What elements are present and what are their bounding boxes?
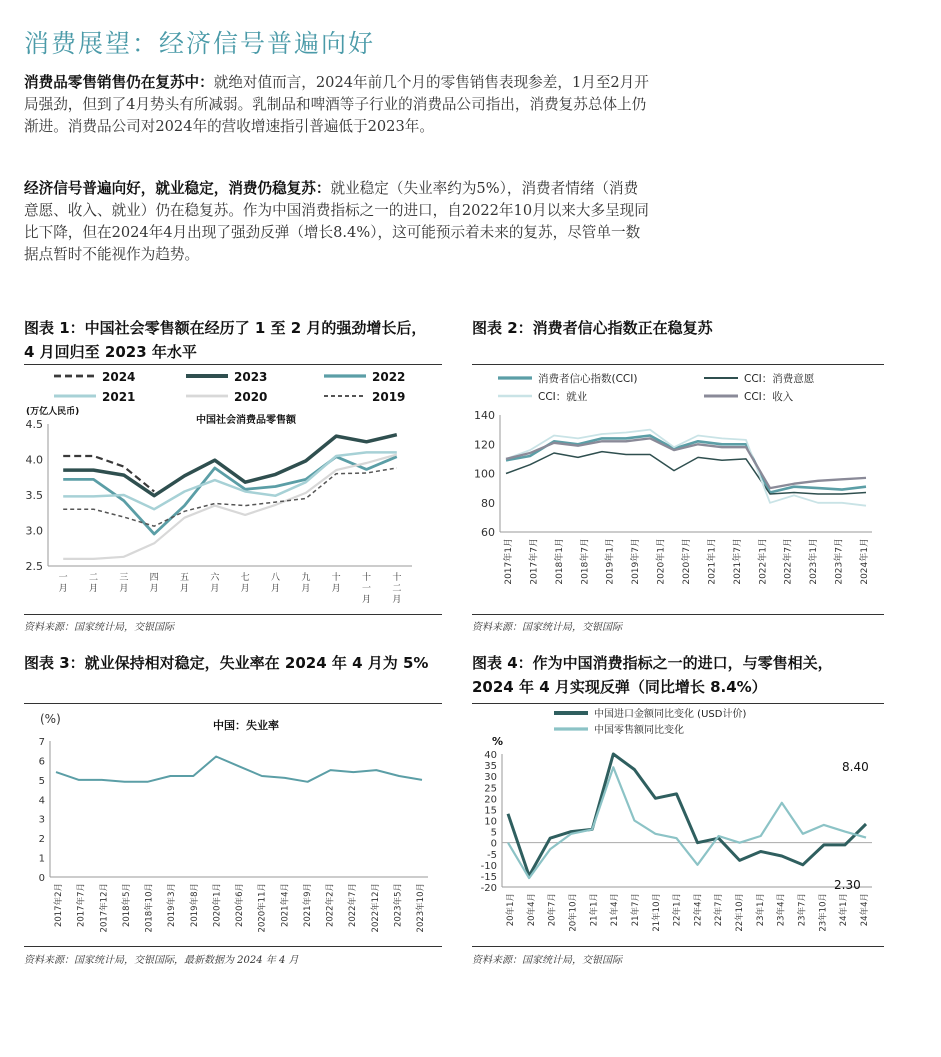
page-title: 消费展望：经济信号普遍向好 xyxy=(24,29,376,58)
figure-1-source: 资料来源：国家统计局，交银国际 xyxy=(24,622,174,633)
legend-label: 2021 xyxy=(102,390,136,404)
x-tick-label: 2019年7月 xyxy=(631,538,642,585)
x-tick-label: 2022年12月 xyxy=(370,883,381,933)
x-tick-label: 22年4月 xyxy=(693,893,704,927)
x-tick-label: 21年10月 xyxy=(651,893,662,932)
legend-label: 2020 xyxy=(234,390,268,404)
x-tick-label: 2024年1月 xyxy=(860,538,870,585)
y-tick-label: 6 xyxy=(38,756,45,768)
x-tick-label: 2018年7月 xyxy=(580,538,591,585)
x-tick-label: 2018年1月 xyxy=(554,538,565,585)
chart-unemployment-rate xyxy=(20,705,442,945)
x-tick-label: 十月 xyxy=(331,573,341,594)
x-tick-label: 24年4月 xyxy=(860,893,870,927)
legend-label: 2022 xyxy=(372,370,406,384)
x-tick-label: 2017年7月 xyxy=(529,538,540,585)
y-tick-label: 40 xyxy=(484,750,497,761)
paragraph-body: 就业稳定（失业率约为5%），消费者情绪（消费意愿、收入、就业）仍在稳复苏。作为中国消费指标之一的进口，自2022年10月以来大多呈现同比下降，但在2024年4月出现了强劲反弹（增长8.4%），这可能预示着未来的复苏，尽管单一数据点暂时不能视作为趋势。 xyxy=(24,180,649,263)
y-tick-label: 30 xyxy=(484,772,497,784)
y-tick-label: 3 xyxy=(38,814,45,826)
y-tick-label: 1 xyxy=(38,853,45,865)
y-tick-label: 15 xyxy=(484,805,497,817)
series-line-5 xyxy=(63,468,397,526)
x-tick-label: 一月 xyxy=(58,573,68,594)
figure-4-source: 资料来源：国家统计局，交银国际 xyxy=(472,955,622,966)
x-tick-label: 24年1月 xyxy=(839,893,850,927)
chart-title: 中国：失业率 xyxy=(213,719,279,732)
figure-3-top-rule xyxy=(24,703,442,704)
chart-imports-retail-yoy xyxy=(468,705,888,945)
x-tick-label: 九月 xyxy=(301,573,311,594)
x-tick-label: 2017年7月 xyxy=(76,883,87,928)
x-tick-label: 2023年5月 xyxy=(393,883,404,928)
y-tick-label: 5 xyxy=(38,775,45,787)
x-tick-label: 20年1月 xyxy=(506,893,516,927)
x-tick-label: 2017年2月 xyxy=(54,883,64,928)
x-tick-label: 2022年7月 xyxy=(348,883,359,928)
annotation-imports-value: 8.40 xyxy=(842,760,869,774)
x-tick-label: 2022年2月 xyxy=(325,883,336,928)
x-tick-label: 2019年8月 xyxy=(189,883,200,928)
x-tick-label: 2017年1月 xyxy=(504,538,514,585)
y-tick-label: 80 xyxy=(481,496,495,510)
x-tick-label: 2023年7月 xyxy=(834,538,845,585)
paragraph-lead: 消费品零售销售仍在复苏中： xyxy=(24,74,214,91)
y-tick-label: 5 xyxy=(490,827,497,839)
y-tick-label: -10 xyxy=(480,860,497,872)
y-tick-label: 3.0 xyxy=(25,524,43,538)
y-tick-label: 2 xyxy=(38,834,45,846)
legend-label: 消费者信心指数(CCI) xyxy=(538,373,638,385)
series-line-0 xyxy=(508,754,866,876)
y-axis-label: (万亿人民币) xyxy=(26,407,80,417)
annotation-retail-value: 2.30 xyxy=(834,878,861,892)
x-tick-label: 2023年1月 xyxy=(809,538,820,585)
paragraph-lead: 经济信号普遍向好，就业稳定，消费仍稳复苏： xyxy=(24,180,331,197)
legend-label: CCI：就业 xyxy=(538,391,588,403)
x-tick-label: 22年7月 xyxy=(714,893,725,927)
x-tick-label: 2020年6月 xyxy=(235,883,245,928)
x-tick-label: 20年7月 xyxy=(547,893,558,927)
x-tick-label: 23年1月 xyxy=(755,893,766,927)
x-tick-label: 2018年5月 xyxy=(121,883,132,928)
x-tick-label: 三月 xyxy=(119,573,129,594)
x-tick-label: 十二月 xyxy=(392,573,402,605)
y-tick-label: -20 xyxy=(480,883,497,894)
legend-label: CCI：消费意愿 xyxy=(744,373,815,385)
figure-1-bottom-rule xyxy=(24,614,442,615)
x-tick-label: 2022年1月 xyxy=(758,538,769,585)
y-tick-label: 60 xyxy=(481,526,495,539)
y-axis-label: % xyxy=(492,735,504,748)
legend-label: 中国零售额同比变化 xyxy=(594,725,684,736)
figure-4-title: 图表 4：作为中国消费指标之一的进口，与零售相关，2024 年 4 月实现反弹（同比增长 8.4%） xyxy=(472,654,833,696)
x-tick-label: 二月 xyxy=(88,573,99,594)
x-tick-label: 2019年1月 xyxy=(605,538,616,585)
x-tick-label: 2020年7月 xyxy=(682,538,692,585)
figure-2-top-rule xyxy=(472,364,884,365)
x-tick-label: 2017年12月 xyxy=(99,883,110,933)
x-tick-label: 2020年11月 xyxy=(257,883,268,933)
y-tick-label: 4 xyxy=(38,795,45,807)
y-tick-label: -5 xyxy=(487,849,497,861)
figure-2-bottom-rule xyxy=(472,614,884,615)
x-tick-label: 22年10月 xyxy=(735,893,746,932)
figure-1-title: 图表 1：中国社会零售额在经历了 1 至 2 月的强劲增长后，4 月回归至 2023 年水平 xyxy=(24,319,427,361)
y-tick-label: 0 xyxy=(490,838,497,850)
x-tick-label: 23年10月 xyxy=(818,893,829,932)
y-tick-label: 2.5 xyxy=(25,560,43,573)
figure-4-bottom-rule xyxy=(472,946,884,947)
chart-consumer-confidence xyxy=(468,366,888,612)
x-tick-label: 2021年7月 xyxy=(732,538,743,585)
x-tick-label: 七月 xyxy=(240,573,250,594)
y-tick-label: 120 xyxy=(474,438,495,452)
paragraph-economic-signals xyxy=(24,178,649,266)
x-tick-label: 21年4月 xyxy=(610,893,621,927)
y-tick-label: 0 xyxy=(38,873,45,884)
y-tick-label: 10 xyxy=(484,816,497,828)
series-line-0 xyxy=(56,757,422,782)
x-tick-label: 21年1月 xyxy=(589,893,600,927)
legend-label: 中国进口金额同比变化 (USD计价) xyxy=(594,709,747,720)
chart-retail-sales xyxy=(20,366,442,612)
legend-label: CCI：收入 xyxy=(744,391,794,403)
y-tick-label: 3.5 xyxy=(25,489,43,502)
y-tick-label: 100 xyxy=(474,467,495,481)
x-tick-label: 2022年7月 xyxy=(783,538,794,585)
y-tick-label: 7 xyxy=(38,737,45,748)
paragraph-retail-recovery xyxy=(24,72,649,138)
legend-label: 2019 xyxy=(372,390,406,404)
x-tick-label: 21年7月 xyxy=(630,893,641,927)
x-tick-label: 2018年10月 xyxy=(144,883,155,933)
x-tick-label: 十一月 xyxy=(361,573,372,605)
paragraph-body: 就绝对值而言，2024年前几个月的零售销售表现参差，1月至2月开局强劲，但到了4月势头有所减弱。乳制品和啤酒等子行业的消费品公司指出，消费复苏总体上仍渐进。消费品公司对2024年的营收增速指引普遍低于2023年。 xyxy=(24,74,649,135)
y-tick-label: 140 xyxy=(474,409,495,422)
x-tick-label: 2023年10月 xyxy=(416,883,426,933)
x-tick-label: 八月 xyxy=(270,573,281,594)
legend-label: 2024 xyxy=(102,370,136,384)
legend-label: 2023 xyxy=(234,370,268,384)
figure-4-top-rule xyxy=(472,703,884,704)
y-tick-label: 4.0 xyxy=(25,453,43,467)
y-tick-label: 20 xyxy=(484,794,497,806)
figure-2-title: 图表 2：消费者信心指数正在稳复苏 xyxy=(472,319,713,337)
figure-3-source: 资料来源：国家统计局，交银国际，最新数据为 2024 年 4 月 xyxy=(24,955,299,966)
x-tick-label: 五月 xyxy=(179,573,190,594)
y-tick-label: 35 xyxy=(484,761,497,773)
figure-3-bottom-rule xyxy=(24,946,442,947)
x-tick-label: 2020年1月 xyxy=(656,538,667,585)
x-tick-label: 2020年1月 xyxy=(212,883,223,928)
x-tick-label: 23年7月 xyxy=(797,893,808,927)
chart-title: 中国社会消费品零售额 xyxy=(196,415,296,426)
y-tick-label: 4.5 xyxy=(25,418,43,431)
y-tick-label: -15 xyxy=(480,871,497,883)
series-line-1 xyxy=(508,767,866,878)
y-axis-label: (%) xyxy=(40,712,61,726)
y-tick-label: 25 xyxy=(484,783,497,795)
x-tick-label: 22年1月 xyxy=(672,893,683,927)
x-tick-label: 20年10月 xyxy=(568,893,579,932)
x-tick-label: 23年4月 xyxy=(776,893,787,927)
x-tick-label: 六月 xyxy=(210,573,220,594)
figure-2-source: 资料来源：国家统计局，交银国际 xyxy=(472,622,622,633)
figure-1-top-rule xyxy=(24,364,442,365)
x-tick-label: 2021年4月 xyxy=(280,883,291,928)
figure-3-title: 图表 3：就业保持相对稳定，失业率在 2024 年 4 月为 5% xyxy=(24,654,429,672)
x-tick-label: 四月 xyxy=(149,573,159,594)
x-tick-label: 2021年1月 xyxy=(707,538,718,585)
x-tick-label: 2021年9月 xyxy=(302,883,313,928)
x-tick-label: 2019年3月 xyxy=(167,883,178,928)
x-tick-label: 20年4月 xyxy=(526,893,537,927)
